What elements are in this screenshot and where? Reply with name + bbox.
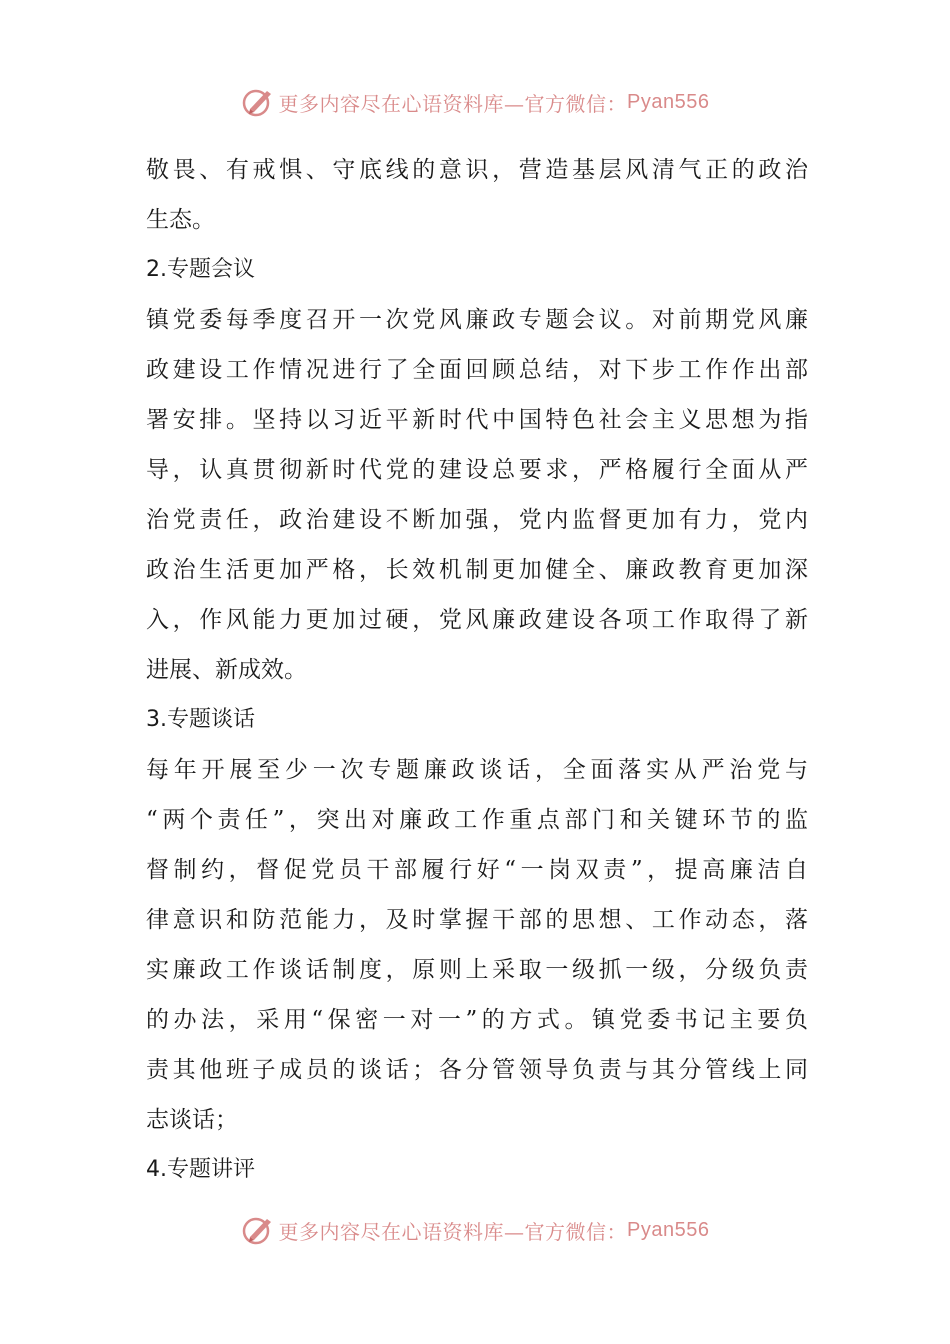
watermark-wechat-id: Pyan556	[627, 1218, 710, 1241]
footer-watermark	[0, 1210, 950, 1250]
paragraph-line: 生态。	[146, 207, 215, 233]
paragraph-line: 每年开展至少一次专题廉政谈话，全面落实从严治党与	[146, 757, 808, 783]
document-body	[146, 145, 808, 1195]
section-heading: 3.专题谈话	[146, 707, 255, 732]
header-watermark	[0, 82, 950, 122]
paragraph-line: 入，作风能力更加过硬，党风廉政建设各项工作取得了新	[146, 607, 808, 633]
paragraph-line: 治党责任，政治建设不断加强，党内监督更加有力，党内	[146, 507, 808, 533]
paragraph-line: 署安排。坚持以习近平新时代中国特色社会主义思想为指	[146, 407, 808, 433]
paragraph-line: 政治生活更加严格，长效机制更加健全、廉政教育更加深	[146, 557, 808, 583]
paragraph-line: 督制约，督促党员干部履行好“一岗双责”，提高廉洁自	[146, 857, 808, 883]
paragraph-line: 导，认真贯彻新时代党的建设总要求，严格履行全面从严	[146, 457, 808, 483]
watermark-text: 更多内容尽在心语资料库—官方微信：	[278, 1219, 628, 1244]
watermark-wechat-id: Pyan556	[627, 90, 710, 113]
paragraph-line: 的办法，采用“保密一对一”的方式。镇党委书记主要负	[146, 1007, 808, 1033]
section-heading: 2.专题会议	[146, 257, 255, 282]
pen-logo-icon	[241, 85, 275, 119]
paragraph-line: 镇党委每季度召开一次党风廉政专题会议。对前期党风廉	[146, 307, 808, 333]
paragraph-line: 志谈话；	[146, 1107, 238, 1133]
section-heading: 4.专题讲评	[146, 1157, 255, 1182]
pen-logo-icon	[241, 1213, 275, 1247]
paragraph-line: 实廉政工作谈话制度，原则上采取一级抓一级，分级负责	[146, 957, 808, 983]
paragraph-line: “两个责任”，突出对廉政工作重点部门和关键环节的监	[146, 807, 808, 833]
paragraph-line: 进展、新成效。	[146, 657, 307, 683]
paragraph-line: 律意识和防范能力，及时掌握干部的思想、工作动态，落	[146, 907, 808, 933]
paragraph-line: 责其他班子成员的谈话；各分管领导负责与其分管线上同	[146, 1057, 808, 1083]
paragraph-line: 政建设工作情况进行了全面回顾总结，对下步工作作出部	[146, 357, 808, 383]
paragraph-line: 敬畏、有戒惧、守底线的意识，营造基层风清气正的政治	[146, 157, 808, 183]
watermark-text: 更多内容尽在心语资料库—官方微信：	[278, 91, 628, 116]
